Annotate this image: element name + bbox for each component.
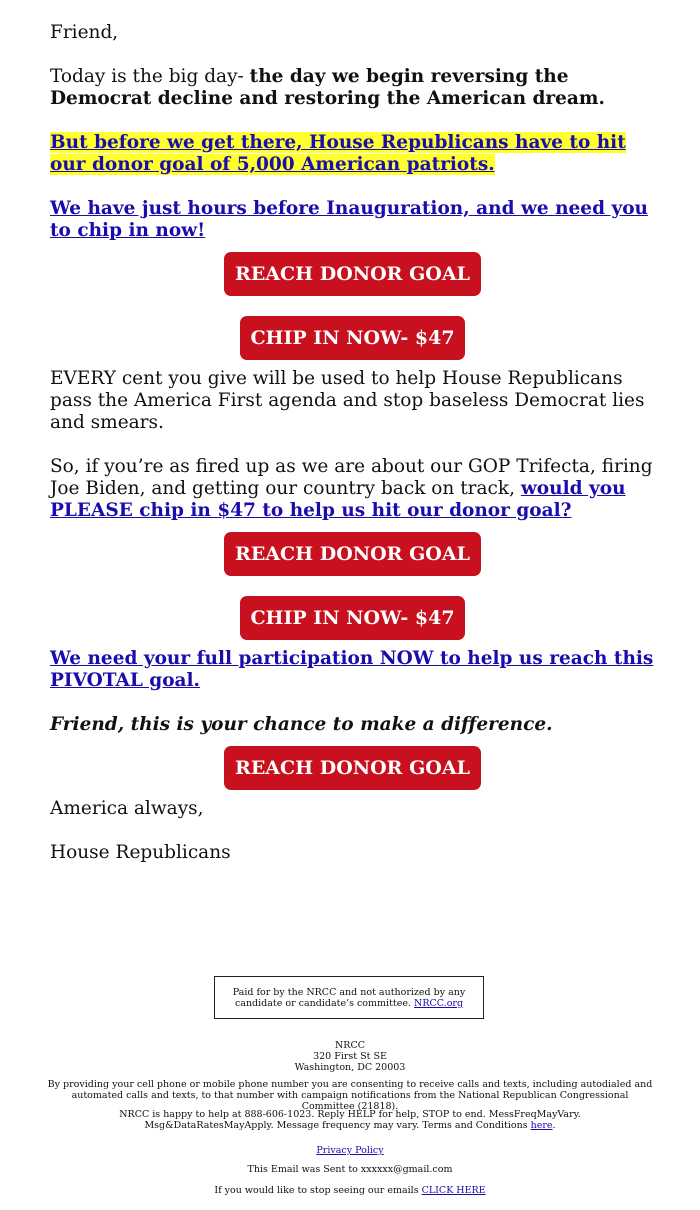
footer-help-text: NRCC is happy to help at 888-606-1023. Reply HELP for help, STOP to end. MessFreqMayVary. Msg&DataRatesMayApply. Message frequency may vary. Terms and Conditions (119, 1109, 581, 1131)
nrcc-org-link[interactable]: NRCC.org (414, 998, 464, 1009)
footer-unsubscribe (45, 1185, 655, 1196)
please-chip-in-link[interactable]: would you PLEASE chip in $47 to help us hit our donor goal? (50, 478, 626, 521)
chance-italic-text: Friend, this is your chance to make a difference. (50, 714, 553, 735)
chip-in-button-row-2 (50, 596, 655, 640)
reach-donor-goal-button[interactable]: REACH DONOR GOAL (224, 746, 481, 790)
reach-donor-goal-button[interactable]: REACH DONOR GOAL (224, 532, 481, 576)
intro-paragraph (50, 66, 655, 110)
footer-sent-to: This Email was Sent to xxxxxx@gmail.com (247, 1164, 453, 1175)
reach-goal-button-row-2 (50, 532, 655, 576)
paid-for-disclaimer-box (214, 976, 484, 1019)
footer-address (45, 1040, 655, 1073)
footer-privacy (45, 1145, 655, 1156)
footer-help: NRCC is happy to help at 888-606-1023. Reply HELP for help, STOP to end. MessFreqMayVary. Msg&DataRatesMayApply. Message frequency may vary. Terms and Conditions here. (119, 1109, 581, 1131)
chip-in-now-link[interactable]: We have just hours before Inauguration, and we need you to chip in now! (50, 198, 648, 241)
reach-goal-button-row-1 (50, 252, 655, 296)
every-cent-paragraph: EVERY cent you give will be used to help House Republicans pass the America First agenda and stop baseless Democrat lies and smears. (50, 368, 645, 433)
paid-for-text: Paid for by the NRCC and not authorized by any candidate or candidate’s committee. (232, 987, 466, 1009)
footer-org-name: NRCC (334, 1040, 365, 1051)
reach-donor-goal-button[interactable]: REACH DONOR GOAL (224, 252, 481, 296)
fired-up-paragraph (50, 456, 655, 522)
donor-goal-paragraph (50, 132, 655, 176)
email-body (50, 22, 655, 886)
participation-paragraph (50, 648, 655, 692)
privacy-policy-link[interactable]: Privacy Policy (316, 1145, 384, 1156)
footer-address-line1: 320 First St SE (313, 1051, 387, 1062)
chip-in-47-button[interactable]: CHIP IN NOW- $47 (240, 596, 464, 640)
unsubscribe-text: If you would like to stop seeing our emails (214, 1185, 422, 1196)
chip-in-button-row-1 (50, 316, 655, 360)
reach-goal-button-row-3 (50, 746, 655, 790)
full-participation-link[interactable]: We need your full participation NOW to help us reach this PIVOTAL goal. (50, 648, 654, 691)
signature: House Republicans (50, 842, 231, 863)
donor-goal-link[interactable]: But before we get there, House Republicans have to hit our donor goal of 5,000 American patriots. (50, 132, 626, 175)
chance-paragraph (50, 714, 655, 736)
signoff: America always, (50, 798, 204, 819)
unsubscribe-link[interactable]: CLICK HERE (421, 1185, 486, 1196)
fired-up-plain-text: So, if you’re as fired up as we are about our GOP Trifecta, firing Joe Biden, and getting our country back on track, (50, 456, 653, 499)
intro-bold-text: the day we begin reversing the Democrat decline and restoring the American dream. (50, 66, 605, 109)
inauguration-paragraph (50, 198, 655, 242)
footer-address-line2: Washington, DC 20003 (294, 1062, 406, 1073)
intro-plain-text: Today is the big day- (50, 66, 250, 87)
footer-consent: By providing your cell phone or mobile phone number you are consenting to receive calls and texts, including autodialed and automated calls and texts, to that number with campaign notifications from the National Republican Congressional Committee (21818). (47, 1079, 653, 1112)
chip-in-47-button[interactable]: CHIP IN NOW- $47 (240, 316, 464, 360)
terms-link[interactable]: here (530, 1120, 553, 1131)
greeting: Friend, (50, 22, 119, 43)
